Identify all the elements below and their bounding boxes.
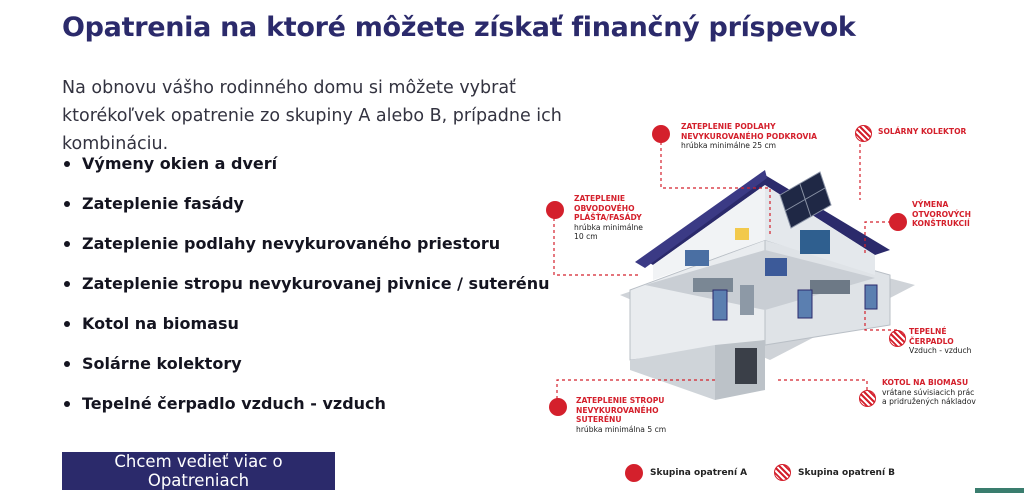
group-b-marker: [889, 330, 906, 347]
group-a-marker: [652, 125, 670, 143]
list-item: Výmeny okien a dverí: [62, 145, 550, 185]
list-item: Solárne kolektory: [62, 345, 550, 385]
label-heat-pump: TEPELNÉ ČERPADLO Vzduch - vzduch: [909, 327, 972, 355]
group-b-marker: [859, 390, 876, 407]
group-a-marker: [546, 201, 564, 219]
label-basement-ceiling: ZATEPLENIE STROPU NEVYKUROVANÉHO SUTERÉNU hrúbka minimálna 5 cm: [576, 396, 667, 434]
learn-more-button[interactable]: Chcem vedieť viac o Opatreniach: [62, 452, 335, 490]
label-facade: ZATEPLENIE OBVODOVÉHO PLÁŠŤA/FASÁDY hrúbka minimálne 10 cm: [574, 194, 643, 241]
group-a-marker: [625, 464, 643, 482]
label-windows: VÝMENA OTVOROVÝCH KONŠTRUKCIÍ: [912, 200, 971, 228]
label-boiler: KOTOL NA BIOMASU vrátane súvisiacich prác a pridružených nákladov: [882, 378, 976, 406]
list-item: Zateplenie fasády: [62, 185, 550, 225]
group-a-marker: [889, 213, 907, 231]
legend-group-b: Skupina opatrení B: [774, 464, 895, 481]
intro-text: Na obnovu vášho rodinného domu si môžete vybrať ktorékoľvek opatrenie zo skupiny A alebo B, prípadne ich kombináciu.: [62, 78, 562, 154]
list-item: Kotol na biomasu: [62, 305, 550, 345]
label-solar-collector: SOLÁRNY KOLEKTOR: [878, 127, 967, 136]
group-b-marker: [855, 125, 872, 142]
list-item: Zateplenie stropu nevykurovanej pivnice / suterénu: [62, 265, 550, 305]
corner-widget: [975, 488, 1024, 493]
label-attic-floor: ZATEPLENIE PODLAHY NEVYKUROVANÉHO PODKROVIA hrúbka minimálne 25 cm: [681, 122, 818, 150]
group-b-marker: [774, 464, 791, 481]
legend-group-a: Skupina opatrení A: [625, 464, 747, 482]
group-a-marker: [549, 398, 567, 416]
measures-list: [62, 145, 550, 425]
list-item: Tepelné čerpadlo vzduch - vzduch: [62, 385, 550, 425]
house-illustration: [535, 110, 995, 493]
page-title: Opatrenia na ktoré môžete získať finančný príspevok: [62, 12, 856, 43]
list-item: Zateplenie podlahy nevykurovaného priestoru: [62, 225, 550, 265]
